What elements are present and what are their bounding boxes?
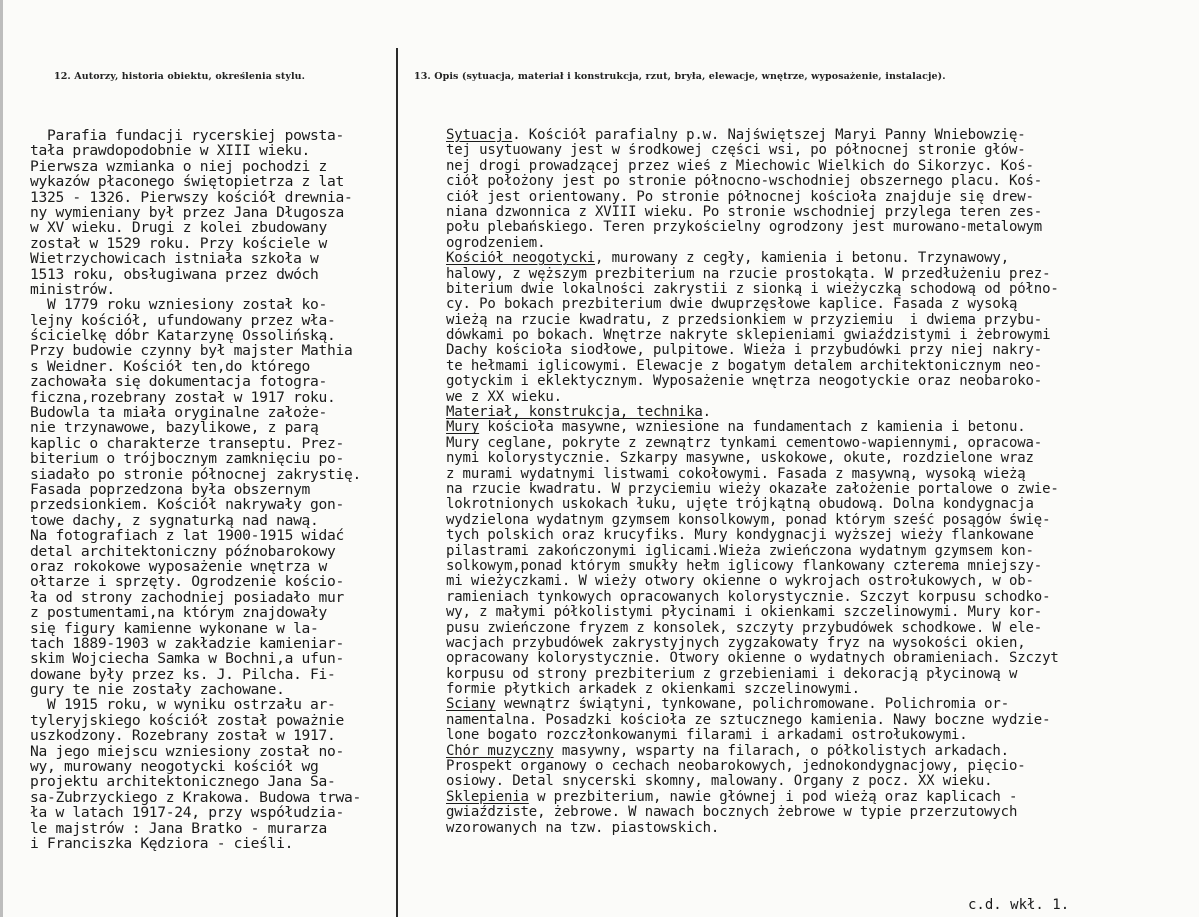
section-heading: Chór muzyczny — [446, 743, 554, 759]
description-text: wieżą na rzucie kwadratu, z przedsionkiem w przyziemiu i dwiema przybu- — [446, 312, 1043, 328]
history-text-line: uszkodzony. Rozebrany został w 1917. — [30, 728, 336, 744]
history-text-line: ficzna,rozebrany został w 1917 roku. — [30, 389, 336, 406]
description-text: połu plebańskiego. Teren przykościelny ogrodzony jest murowano-metalowym — [446, 220, 1043, 236]
description-text: halowy, z węższym prezbiterium na rzucie prostokąta. W przedłużeniu prez- — [446, 266, 1051, 282]
history-text-line: detal architektoniczny późnobarokowy — [30, 543, 336, 559]
description-text: pusu zwieńczone fryzem z konsolek, szczyty przybudówek schodkowe. W ele- — [446, 620, 1043, 636]
history-text-line: skim Wojciecha Samka w Bochni,a ufun- — [30, 651, 344, 667]
history-text-line: przedsionkiem. Kościół nakrywały gon- — [30, 497, 344, 513]
description-text-line — [446, 328, 1196, 343]
history-column — [30, 128, 392, 851]
history-text-line: siadało po stronie północnej zakrystię. — [30, 466, 361, 482]
description-text: korpusu od strony prezbiterium z grzebieniami i dekoracją płycinową w — [446, 666, 1018, 682]
history-text-line: sa-Zubrzyckiego z Krakowa. Budowa trwa- — [30, 789, 361, 806]
description-text: . Kościół parafialny p.w. Najświętszej Maryi Panny Wniebowzię- — [512, 128, 1026, 143]
description-text: wydzielona wydatnym gzymsem konsolkowym, ponad którym sześć posągów świę- — [446, 512, 1051, 528]
description-text-line — [446, 636, 1196, 651]
description-text: wy, z małymi półkolistymi płycinami i okienkami szczelinowymi. Mury kor- — [446, 605, 1043, 621]
history-text-line: wykazów płaconego świętopietrza z lat — [30, 174, 344, 190]
description-text: , murowany z cegły, kamienia i betonu. Trzynawowy, — [595, 251, 1009, 267]
description-text-line — [446, 374, 1196, 389]
description-text: wacjach przybudówek zakrystyjnych zygzakowaty fryz na wysokości okien, — [446, 635, 1026, 651]
description-text-line — [446, 713, 1196, 728]
history-text-line: s Weidner. Kościół ten,do którego — [30, 358, 311, 375]
history-text-line: lejny kościół, ufundowany przez wła- — [30, 312, 336, 329]
description-text-line — [446, 159, 1196, 174]
description-text: wewnątrz świątyni, tynkowane, polichromowane. Polichromia or- — [495, 697, 1009, 713]
description-text-line — [446, 282, 1196, 297]
description-text: kościoła masywne, wzniesione na fundamentach z kamienia i betonu. — [479, 420, 1026, 436]
history-text-line: tała prawdopodobnie w XIII wieku. — [30, 143, 311, 159]
description-text: w prezbiterium, nawie głównej i pod wieżą oraz kaplicach - — [528, 789, 1018, 805]
history-text-line: zachowała się dokumentacja fotogra- — [30, 374, 328, 390]
description-text-line — [446, 267, 1196, 282]
section-12-header: 12. Autorzy, historia obiektu, określenia stylu. — [54, 71, 306, 82]
page-left-edge — [0, 0, 3, 917]
description-text: tej usytuowany jest w środkowej części wsi, po północnej stronie głów- — [446, 143, 1026, 159]
history-text-line: Fasada poprzedzona była obszernym — [30, 481, 311, 498]
description-text: . — [702, 405, 711, 421]
description-text: we z XX wieku. — [446, 389, 562, 405]
description-text-line — [446, 313, 1196, 328]
history-text-line: 1325 - 1326. Pierwszy kościół drewnia- — [30, 189, 353, 205]
description-text: Dachy kościoła siodłowe, pulpitowe. Wieża i przybudówki przy niej nakry- — [446, 343, 1043, 359]
description-text-line — [446, 236, 1196, 251]
description-text: pilastrami zakończonymi iglicami.Wieża zwieńczona wydatnym gzymsem kon- — [446, 543, 1034, 559]
history-text-line: ła w latach 1917-24, przy współudzia- — [30, 805, 344, 821]
description-text: gotyckim i eklektycznym. Wyposażenie wnętrza neogotyckie oraz neobaroko- — [446, 374, 1043, 390]
history-text-line: w XV wieku. Drugi z kolei zbudowany — [30, 220, 328, 236]
history-text-line: W 1779 roku wzniesiony został ko- — [30, 297, 328, 313]
description-text: mi wieżyczkami. W wieży otwory okienne o wykrojach ostrołukowych, w ob- — [446, 574, 1034, 590]
description-text-line — [446, 759, 1196, 774]
history-text-line: gury te nie zostały zachowane. — [30, 682, 285, 698]
description-text: nymi kolorystycznie. Szkarpy masywne, uskokowe, okute, rozdzielone wraz — [446, 451, 1034, 467]
description-text-line — [446, 774, 1196, 789]
description-text-line — [446, 559, 1196, 574]
description-text: dówkami po bokach. Wnętrze nakryte sklepieniami gwiaździstymi i żebrowymi — [446, 328, 1051, 344]
history-text-line: i Franciszka Kędziora - cieśli. — [30, 835, 294, 852]
history-text-line: Wietrzychowicach istniała szkoła w — [30, 251, 319, 267]
section-heading: Materiał, konstrukcja, technika — [446, 405, 703, 421]
history-text-line: wy, murowany neogotycki kościół wg — [30, 759, 319, 775]
description-text-line — [446, 697, 1196, 712]
description-text-line — [446, 667, 1196, 682]
section-heading: Sklepienia — [446, 789, 529, 805]
description-text-line — [446, 297, 1196, 312]
description-text: nej drogi prowadzącej przez wieś z Miechowic Wielkich do Sikorzyc. Koś- — [446, 158, 1034, 174]
history-text-line: ścicielkę dóbr Katarzynę Ossolińską. — [30, 328, 336, 344]
history-text-line: z postumentami,na którym znajdowały — [30, 605, 328, 621]
description-text: Prospekt organowy o cechach neobarokowych, jednokondygnacjowy, pięcio- — [446, 759, 1026, 775]
description-text-line — [446, 821, 1196, 836]
description-text-line — [446, 513, 1196, 528]
description-text-line — [446, 174, 1196, 189]
description-text-line — [446, 390, 1196, 405]
description-text: tych polskich oraz krucyfiks. Mury kondygnacji wyższej wieży flankowane — [446, 528, 1034, 544]
description-text: lone bogato rozczłonkowanymi filarami i arkadami ostrołukowymi. — [446, 728, 968, 744]
history-text-line: kaplic o charakterze transeptu. Prez- — [30, 435, 344, 452]
description-text-line — [446, 574, 1196, 589]
history-text-line: biterium o trójbocznym zamknięciu po- — [30, 451, 344, 467]
description-text: opracowany kolorystycznie. Otwory okienne o wydatnych obramieniach. Szczyt — [446, 651, 1059, 667]
description-text: ramieniach tynkowych opracowanych kolorystycznie. Szczyt korpusu schodko- — [446, 589, 1051, 605]
description-text: masywny, wsparty na filarach, o półkolistych arkadach. — [553, 743, 1009, 759]
section-heading: Sytuacja — [446, 128, 513, 143]
column-divider — [396, 48, 398, 917]
description-text-line — [446, 482, 1196, 497]
history-text-line: się figury kamienne wykonane w la- — [30, 620, 319, 636]
history-text-line: Budowla ta miała oryginalne założe- — [30, 405, 328, 421]
description-text-line — [446, 744, 1196, 759]
history-text-line: nie trzynawowe, bazylikowe, z parą — [30, 420, 319, 436]
description-text: Mury ceglane, pokryte z zewnątrz tynkami cementowo-wapiennymi, opracowa- — [446, 435, 1043, 451]
description-text: gwiaździste, żebrowe. W nawach bocznych żebrowe w typie przerzutowych — [446, 805, 1018, 821]
description-text-line — [446, 682, 1196, 697]
description-text-line — [446, 251, 1196, 266]
description-text-line — [446, 343, 1196, 358]
description-text: cy. Po bokach prezbiterium dwie dwuprzęsłowe kaplice. Fasada z wysoką — [446, 297, 1018, 313]
description-text-line — [446, 651, 1196, 666]
history-text-line: tach 1889-1903 w zakładzie kamieniar- — [30, 635, 344, 652]
history-text-line: Parafia fundacji rycerskiej powsta- — [30, 128, 344, 144]
section-13-header: 13. Opis (sytuacja, materiał i konstrukcja, rzut, bryła, elewacje, wnętrze, wyposażenie, instalacje). — [414, 71, 946, 82]
description-text-line — [446, 621, 1196, 636]
history-text-line: ny wymieniany był przez Jana Długosza — [30, 204, 344, 221]
history-text-line: ministrów. — [30, 281, 115, 298]
description-column — [446, 128, 1196, 836]
description-text-line — [446, 528, 1196, 543]
history-text-line: dowane były przez ks. J. Pilcha. Fi- — [30, 666, 336, 683]
section-heading: Ściany — [446, 697, 496, 713]
description-text-line — [446, 420, 1196, 435]
history-text-line: tyleryjskiego kościół został poważnie — [30, 712, 344, 729]
history-text-line: W 1915 roku, w wyniku ostrzału ar- — [30, 697, 336, 713]
description-text-line — [446, 805, 1196, 820]
description-text-line — [446, 143, 1196, 158]
history-text-line: projektu architektonicznego Jana Sa- — [30, 774, 336, 790]
description-text-line — [446, 128, 1196, 143]
description-text: ciół jest orientowany. Po stronie północnej kościoła znajduje się drew- — [446, 189, 1034, 205]
history-text-line: ołtarze i sprzęty. Ogrodzenie kościo- — [30, 574, 344, 590]
history-text-line: 1513 roku, obsługiwana przez dwóch — [30, 266, 319, 282]
history-text-line: Na fotografiach z lat 1900-1915 widać — [30, 528, 344, 544]
description-text-line — [446, 436, 1196, 451]
description-text: ciół położony jest po stronie północno-wschodniej obszernego placu. Koś- — [446, 174, 1043, 190]
description-text-line — [446, 467, 1196, 482]
history-text-line: Przy budowie czynny był majster Mathia — [30, 343, 353, 359]
history-text-line: oraz rokokowe wyposażenie wnętrza w — [30, 558, 328, 575]
description-text-line — [446, 205, 1196, 220]
description-text: ogrodzeniem. — [446, 235, 546, 251]
description-text: na rzucie kwadratu. W przyciemiu wieży okazałe założenie portalowe o zwie- — [446, 481, 1059, 497]
history-text-line: ła od strony zachodniej posiadało mur — [30, 589, 344, 606]
description-text-line — [446, 544, 1196, 559]
description-text-line — [446, 220, 1196, 235]
section-heading: Mury — [446, 420, 480, 436]
description-text: namentalna. Posadzki kościoła ze sztucznego kamienia. Nawy boczne wydzie- — [446, 712, 1051, 728]
description-text-line — [446, 497, 1196, 512]
description-text: te hełmami iglicowymi. Elewacje z bogatym detalem architektonicznym neo- — [446, 358, 1043, 374]
history-text-line: towe dachy, z sygnaturką nad nawą. — [30, 512, 319, 529]
description-text-line — [446, 728, 1196, 743]
history-text-line: le majstrów : Jana Bratko - murarza — [30, 820, 328, 836]
description-text: osiowy. Detal snycerski skomny, malowany. Organy z pocz. XX wieku. — [446, 774, 993, 790]
continuation-note: c.d. wkł. 1. — [968, 897, 1070, 913]
description-text-line — [446, 590, 1196, 605]
description-text-line — [446, 451, 1196, 466]
description-text-line — [446, 190, 1196, 205]
description-text: formie płytkich arkadek z okienkami szczelinowymi. — [446, 682, 860, 698]
description-text-line — [446, 790, 1196, 805]
description-text: biterium dwie lokalności zakrystii z sionką i wieżyczką schodową od półno- — [446, 281, 1059, 297]
description-text: z murami wydatnymi listwami cokołowymi. Fasada z masywną, wysoką wieżą — [446, 466, 1026, 482]
history-text-line: Pierwsza wzmianka o niej pochodzi z — [30, 158, 328, 175]
description-text-line — [446, 359, 1196, 374]
history-text-line: został w 1529 roku. Przy kościele w — [30, 235, 328, 252]
section-heading: Kościół neogotycki — [446, 251, 596, 267]
description-text-line — [446, 605, 1196, 620]
description-text-line — [446, 405, 1196, 420]
history-text-line: Na jego miejscu wzniesiony został no- — [30, 743, 344, 760]
description-text: solkowym,ponad którym smukły hełm iglicowy flankowany czterema mniejszy- — [446, 558, 1043, 574]
description-text: wzorowanych na tzw. piastowskich. — [446, 820, 720, 836]
description-text: niana dzwonnica z XVIII wieku. Po stronie wschodniej przylega teren zes- — [446, 204, 1043, 220]
description-text: lokrotnionych uskokach łuku, ujęte trójkątną obudową. Dolna kondygnacja — [446, 497, 1034, 513]
